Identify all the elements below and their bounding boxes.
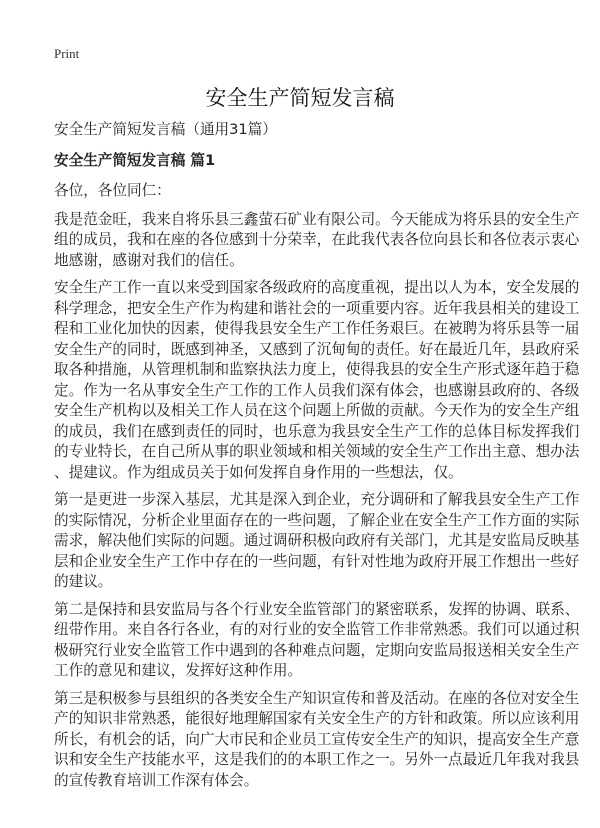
paragraph-line: 安全生产机构以及相关工作人员在这个问题上所做的贡献。今天作为的安全生产组: [54, 402, 580, 419]
paragraph-line: 组的成员，我和在座的各位感到十分荣幸，在此我代表各位向县长和各位表示衷心: [54, 231, 580, 248]
paragraph-line: 科学理念，把安全生产作为构建和谐社会的一项重要内容。近年我县相关的建设工: [54, 299, 580, 317]
paragraph: [54, 600, 580, 682]
paragraph-line: 安全生产工作一直以来受到国家各级政府的高度重视，提出以人为本，安全发展的: [54, 279, 580, 296]
paragraph-line: 产的知识非常熟悉，能很好地理解国家有关安全生产的方针和政策。所以应该利用: [54, 710, 580, 727]
paragraph-line: 工作的意见和建议，发挥好这种作用。: [54, 662, 303, 679]
paragraph: [54, 689, 580, 792]
paragraph-line: 我是范金旺，我来自将乐县三鑫萤石矿业有限公司。今天能成为将乐县的安全生产: [54, 210, 580, 228]
paragraph-line: 第三是积极参与县组织的各类安全生产知识宣传和普及活动。在座的各位对安全生: [54, 689, 580, 707]
paragraph-line: 安全生产的同时，既感到神圣，又感到了沉甸甸的责任。好在最近几年，县政府采: [54, 340, 580, 358]
paragraph: [54, 278, 580, 483]
paragraph-line: 极研究行业安全监管工作中遇到的各种难点问题，定期向安监局报送相关安全生产: [54, 641, 580, 659]
paragraph-line: 纽带作用。来自各行各业，有的对行业的安全监管工作非常熟悉。我们可以通过积: [54, 621, 580, 638]
paragraph-line: 的成员，我们在感到责任的同时，也乐意为我县安全生产工作的总体目标发挥我们: [54, 422, 580, 440]
paragraph-line: 第一是更进一步深入基层，尤其是深入到企业，充分调研和了解我县安全生产工作: [54, 491, 580, 508]
paragraph-line: 需求，解决他们实际的问题。通过调研积极向政府有关部门，尤其是安监局反映基: [54, 532, 580, 549]
paragraph-line: 的宣传教育培训工作深有体会。: [54, 771, 259, 789]
paragraph-line: 的建议。: [54, 573, 113, 590]
paragraph-line: 地感谢，感谢对我们的信任。: [54, 251, 244, 269]
paragraph-line: 定。作为一名从事安全生产工作的工作人员我们深有体会，也感谢县政府的、各级: [54, 381, 580, 399]
paragraph-line: 取各种措施，从管理机制和监察执法力度上，使得我县的安全生产形式逐年趋于稳: [54, 361, 580, 378]
paragraph-line: 程和工业化加快的因素，使得我县安全生产工作任务艰巨。在被聘为将乐县等一届: [54, 320, 580, 337]
paragraphs: [54, 210, 580, 792]
section-heading: 安全生产简短发言稿 篇1: [54, 151, 216, 169]
paragraph: [54, 210, 580, 272]
document-body: [54, 120, 580, 798]
greeting: 各位，各位同仁：: [54, 182, 171, 199]
paragraph-line: 的实际情况，分析企业里面存在的一些问题，了解企业在安全生产工作方面的实际: [54, 511, 580, 529]
paragraph-line: 所长，有机会的话，向广大市民和企业员工宣传安全生产的知识，提高安全生产意: [54, 730, 580, 748]
document-title: 安全生产简短发言稿: [205, 86, 395, 110]
paragraph-line: 的专业特长，在自己所从事的职业领域和相关领域的安全生产工作出主意、想办法: [54, 443, 580, 460]
paragraph-line: 识和安全生产技能水平，这是我们的的本职工作之一。另外一点最近几年我对我县: [54, 751, 580, 768]
document-subtitle: 安全生产简短发言稿（通用31篇）: [54, 121, 277, 138]
paragraph-line: 、提建议。作为组成员关于如何发挥自身作用的一些想法，仅。: [54, 463, 463, 481]
print-link[interactable]: Print: [54, 46, 80, 61]
paragraph-line: 第二是保持和县安监局与各个行业安全监管部门的紧密联系，发挥的协调、联系、: [54, 600, 580, 618]
paragraph: [54, 490, 580, 593]
paragraph-line: 层和企业安全生产工作中存在的一些问题，有针对性地为政府开展工作想出一些好: [54, 552, 580, 570]
